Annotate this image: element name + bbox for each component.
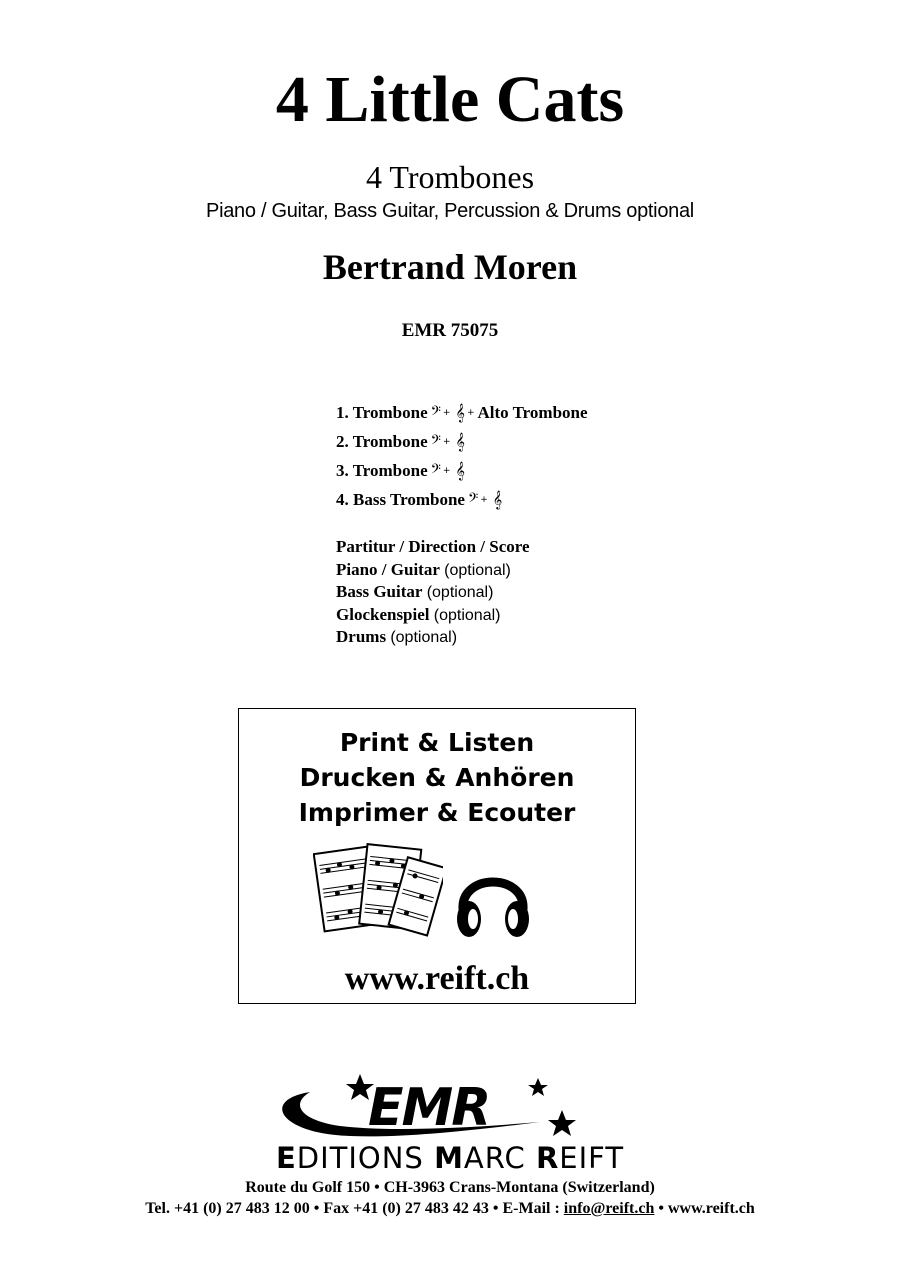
publisher-initial: M [434, 1141, 464, 1175]
plus-sign: + [442, 436, 451, 447]
publisher-initial: R [535, 1141, 560, 1175]
plus-sign: + [442, 407, 451, 418]
part-item [336, 398, 588, 427]
parts-list [336, 398, 588, 514]
contact-suffix: • www.reift.ch [654, 1200, 755, 1217]
extras-list [336, 536, 530, 649]
treble-clef-icon: 𝄞 [455, 460, 465, 480]
publisher-word: DITIONS [296, 1141, 435, 1175]
publisher-initial: E [275, 1141, 297, 1175]
extra-label: Glockenspiel [336, 604, 430, 624]
part-label: 4. Bass Trombone [336, 489, 465, 509]
extra-label: Bass Guitar [336, 582, 423, 601]
extra-note: (optional) [426, 584, 494, 601]
bass-clef-icon: 𝄢 [430, 460, 441, 480]
website-url[interactable]: www.reift.ch [344, 960, 530, 997]
publisher-name [0, 1141, 900, 1175]
print-listen-box[interactable] [238, 708, 636, 1004]
bass-clef-icon: 𝄢 [430, 402, 441, 422]
ensemble: 4 Trombones [365, 159, 535, 195]
treble-clef-icon: 𝄞 [492, 489, 503, 509]
headphones-icon [453, 859, 533, 941]
title: 4 Little Cats [275, 63, 625, 136]
part-item [336, 427, 588, 456]
extra-label: Piano / Guitar [336, 559, 440, 579]
contact-line [0, 1199, 900, 1219]
treble-clef-icon: 𝄞 [455, 402, 465, 422]
part-extra: Alto Trombone [477, 402, 588, 422]
extra-item [336, 559, 530, 582]
part-label: 1. Trombone [336, 402, 428, 422]
plus-sign: + [480, 494, 488, 505]
part-label: 2. Trombone [336, 431, 428, 451]
promo-line: Print & Listen [339, 728, 535, 757]
extra-item [336, 604, 530, 627]
sheet-music-icon [313, 839, 443, 943]
part-item [336, 456, 588, 485]
extra-note: (optional) [444, 561, 511, 579]
bass-clef-icon: 𝄢 [467, 489, 479, 509]
logo-text: EMR [368, 1078, 490, 1138]
extra-note: (optional) [390, 629, 458, 646]
contact-prefix: Tel. +41 (0) 27 483 12 00 • Fax +41 (0) 27 483 42 43 • E-Mail : [145, 1200, 564, 1217]
promo-line: Drucken & Anhören [299, 763, 575, 792]
address: Route du Golf 150 • CH-3963 Crans-Montana (Switzerland) [245, 1179, 655, 1196]
publisher-word: ARC [463, 1141, 536, 1175]
catalog-number: EMR 75075 [401, 320, 499, 341]
part-label: 3. Trombone [336, 460, 428, 480]
promo-line: Imprimer & Ecouter [298, 798, 576, 827]
extra-note: (optional) [433, 606, 501, 624]
treble-clef-icon: 𝄞 [455, 431, 465, 451]
extra-label: Drums [336, 627, 387, 646]
extra-item [336, 581, 530, 604]
emr-logo [240, 1072, 660, 1142]
email-link[interactable]: info@reift.ch [563, 1200, 655, 1217]
optional-instruments: Piano / Guitar, Bass Guitar, Percussion & Drums optional [206, 200, 694, 222]
extra-item [336, 536, 530, 559]
plus-sign: + [442, 465, 451, 476]
part-item [336, 485, 588, 514]
publisher-word: EIFT [559, 1141, 625, 1175]
extra-item [336, 626, 530, 649]
plus-sign: + [466, 407, 475, 418]
bass-clef-icon: 𝄢 [430, 431, 441, 451]
extra-label: Partitur / Direction / Score [336, 537, 530, 556]
composer: Bertrand Moren [322, 247, 578, 287]
